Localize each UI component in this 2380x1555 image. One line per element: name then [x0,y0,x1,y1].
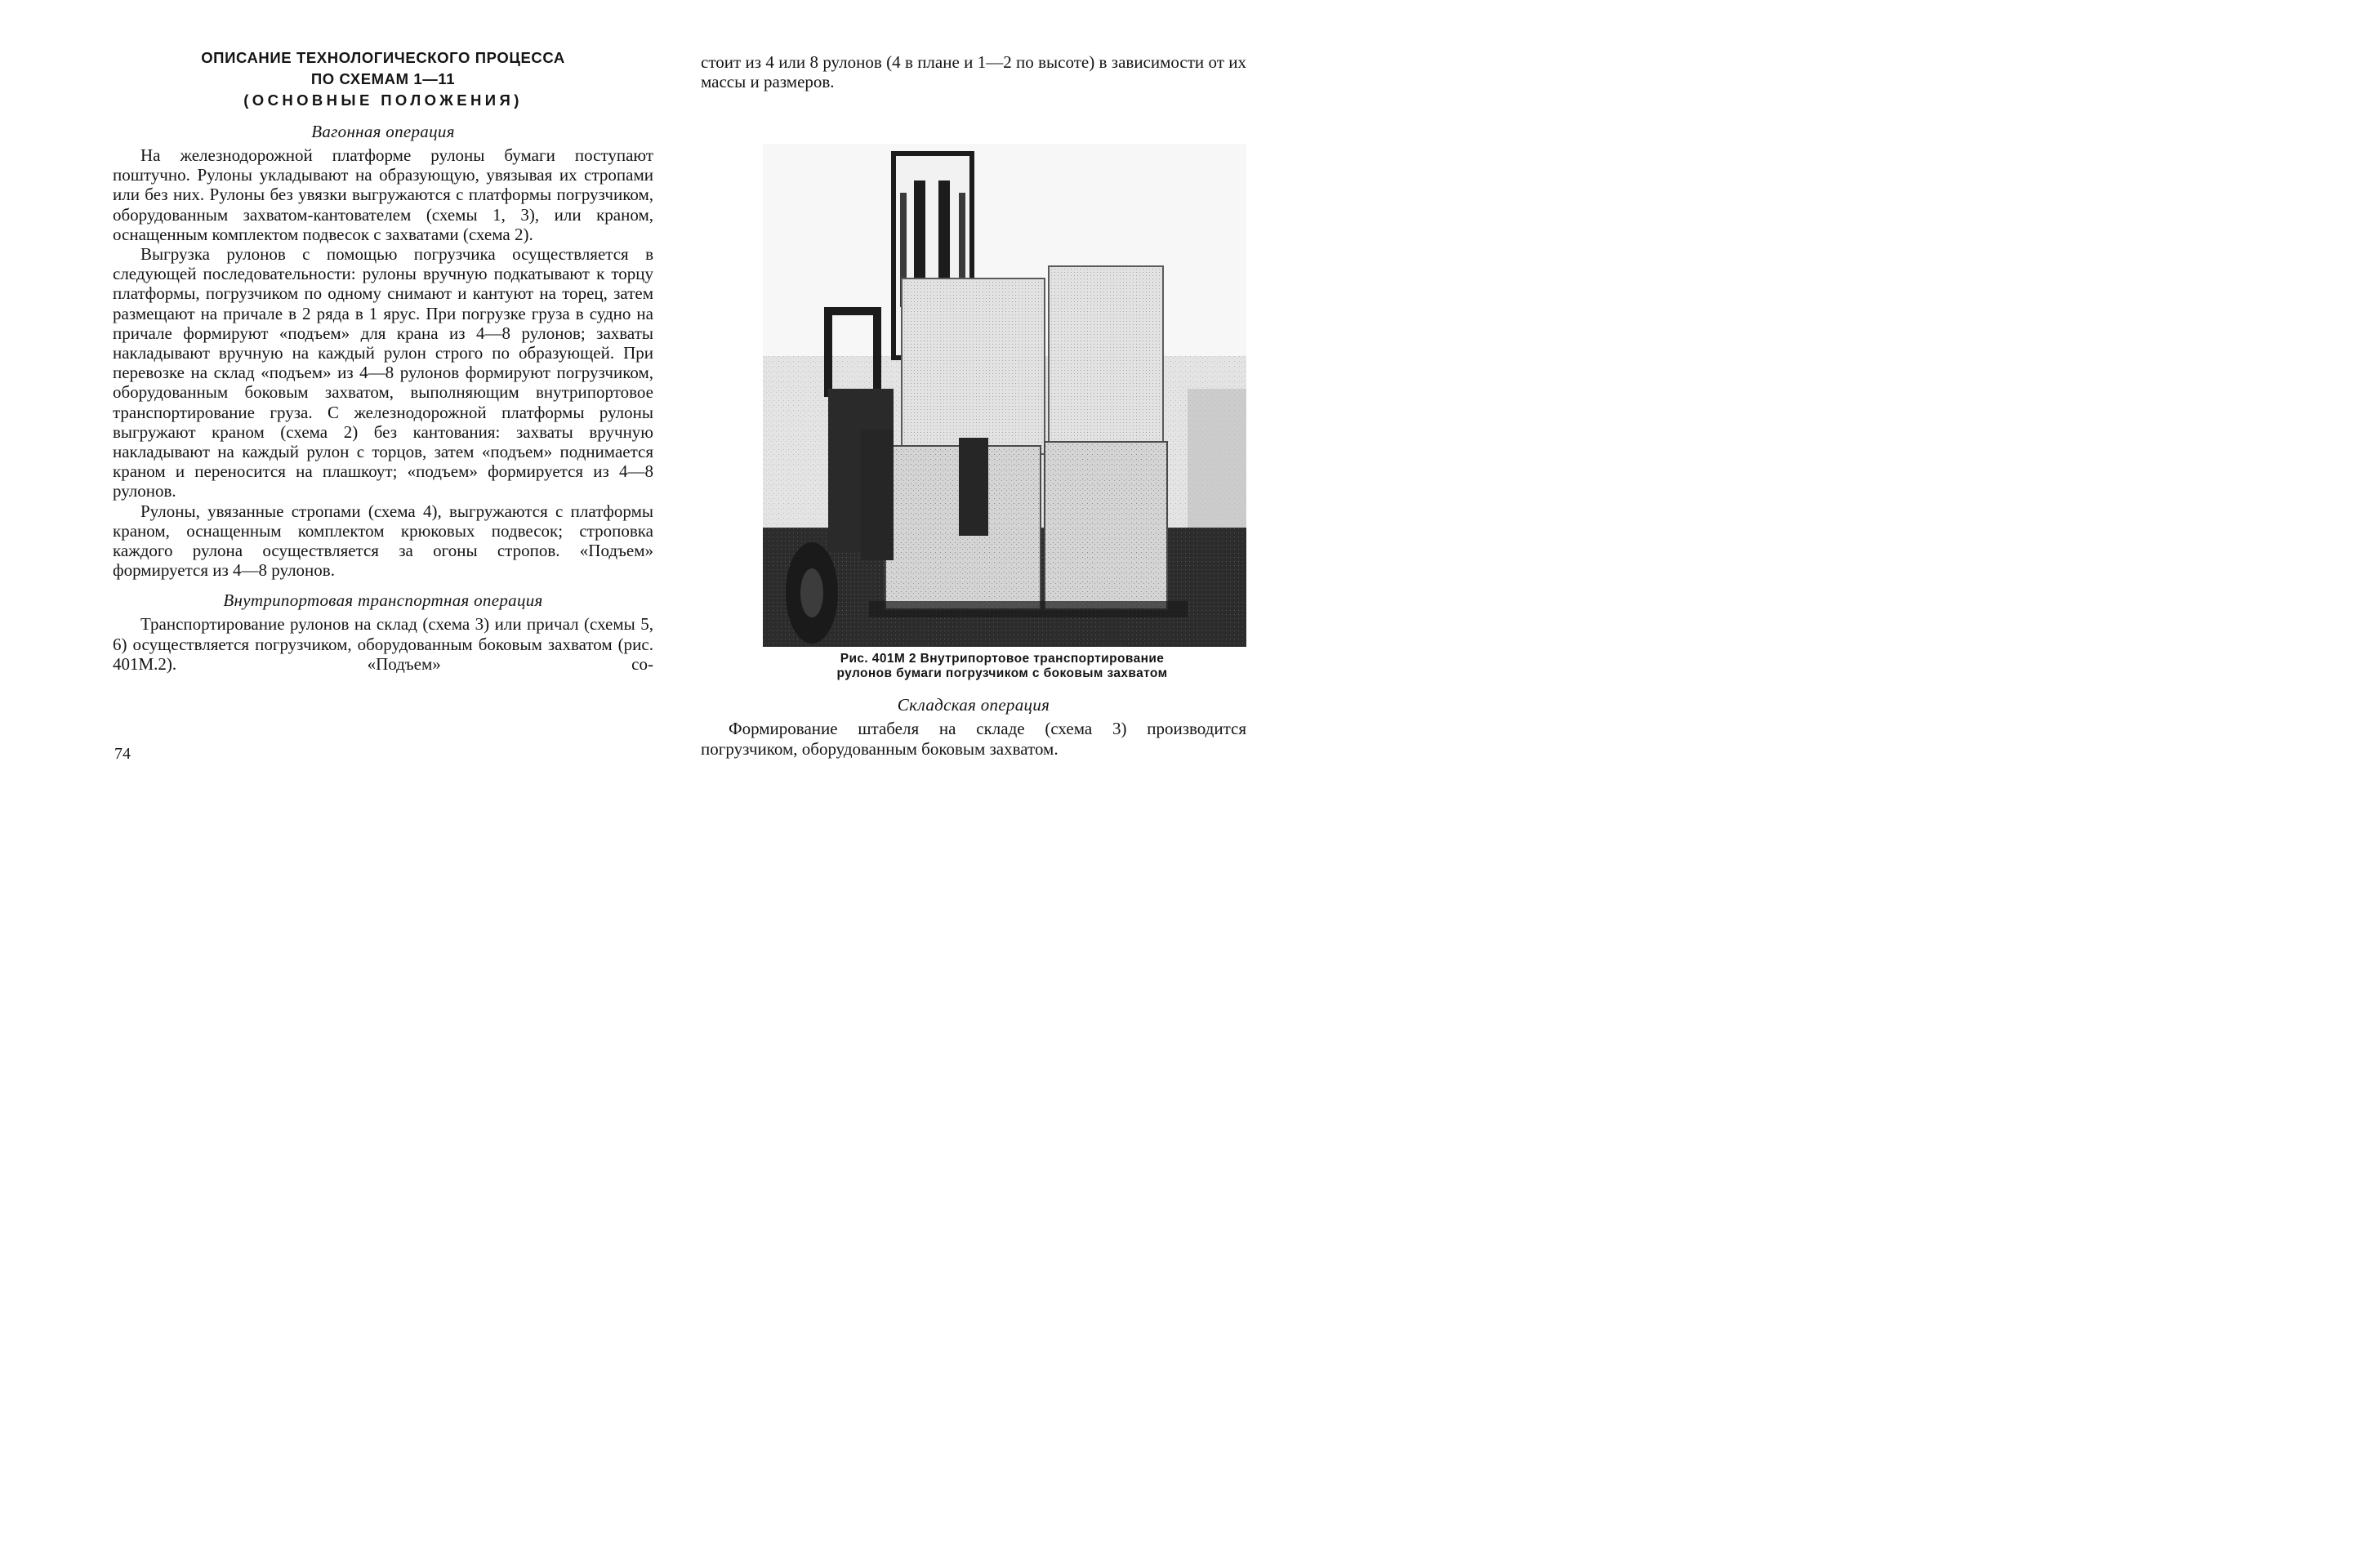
paragraph-1: На железнодорожной платформе рулоны бумаги поступают поштучно. Рулоны укладывают на образующую, увязывая их стропами или без них. Рулоны без увязки выгружаются с платформы погрузчиком, оборудованным захватом-кантователем (схемы 1, 3), или краном, оснащенным комплектом подвесок с захватами (схема 2). [113,145,653,244]
right-column [701,52,1246,759]
section-title-warehouse-operation: Складская операция [897,695,1050,715]
paragraph-4: Транспортирование рулонов на склад (схема 3) или причал (схемы 5, 6) осуществляется погрузчиком, оборудованным боковым захватом (рис. 401М.2). «Подъем» со- [113,614,653,674]
heading-line-2: ПО СХЕМАМ 1—11 [310,70,456,87]
left-column [113,47,653,674]
figure-caption [758,652,1246,681]
heading-line-1: ОПИСАНИЕ ТЕХНОЛОГИЧЕСКОГО ПРОЦЕССА [201,49,565,66]
continuation-paragraph: стоит из 4 или 8 рулонов (4 в плане и 1—2 по высоте) в зависимости от их массы и размеров. [701,52,1246,92]
figure-caption-line-2: рулонов бумаги погрузчиком с боковым захватом [836,666,1168,681]
section-title-transport-operation: Внутрипортовая транспортная операция [223,590,543,611]
paragraph-warehouse: Формирование штабеля на складе (схема 3) производится погрузчиком, оборудованным боковым захватом. [701,719,1246,759]
paragraph-3: Рулоны, увязанные стропами (схема 4), выгружаются с платформы краном, оснащенным комплектом крюковых подвесок; строповка каждого рулона осуществляется за огоны стропов. «Подъем» формируется из 4—8 рулонов. [113,501,653,581]
forklift-photo [763,144,1246,647]
page-number: 74 [114,745,131,763]
section-title-wagon-operation: Вагонная операция [311,122,455,141]
figure-caption-line-1: Рис. 401М 2 Внутрипортовое транспортирование [840,652,1165,666]
section-heading [113,47,653,111]
heading-line-3: (ОСНОВНЫЕ ПОЛОЖЕНИЯ) [243,91,523,109]
paragraph-2: Выгрузка рулонов с помощью погрузчика осуществляется в следующей последовательности: рулоны вручную подкатывают к торцу платформы, погрузчиком по одному снимают и кантуют на торец, затем размещают на причале в 2 ряда в 1 ярус. При погрузке груза в судно на причале формируют «подъем» для крана из 4—8 рулонов; захваты накладывают вручную на каждый рулон строго по образующей. При перевозке на склад «подъем» из 4—8 рулонов формируют погрузчиком, оборудованным боковым захватом, выполняющим внутрипортовое транспортирование груза. С железнодорожной платформы рулоны выгружают краном (схема 2) без кантования: захваты вручную накладывают на каждый рулон с торцов, затем «подъем» поднимается краном и переносится на плашкоут; «подъем» формируется из 4—8 рулонов. [113,244,653,501]
forklift-illustration [763,144,1246,647]
